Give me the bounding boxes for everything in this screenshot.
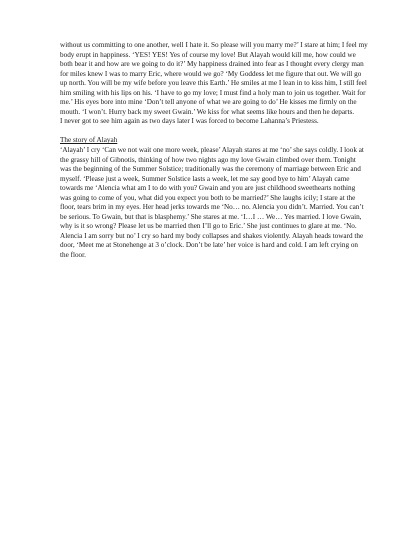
body-text [60, 41, 368, 261]
paragraph: I never got to see him again as two days later I was forced to become Lahanna’s Priestess. [60, 117, 319, 126]
paragraph: without us committing to one another, well I hate it. So please will you marry me?’ I stare at him; I feel my body erupt in happiness. ‘YES! YES! Yes of course my love! But Alayah would kill me, how could we both bear it and how are we going to do it?’ My happiness drained into fear as I thought every clergy man for miles knew I was to marry Eric, where would we go? ‘My Goddess let me figure that out. We will go up north. You will be my wife before you leave this Earth.’ He smiles at me I lean in to kiss him, I still feel him smiling with his lips on his. ‘I have to go my love; I must find a holy man to join us together. Wait for me.’ His eyes bore into mine ‘Don’t tell anyone of what we are going to do’ He kisses me firmly on the mouth. ‘I won’t. Hurry back my sweet Gwain.’ We kiss for what seems like hours and then he departs. [60, 41, 368, 116]
section-heading: The story of Alayah [60, 136, 118, 145]
paragraph: ‘Alayah’ I cry ‘Can we not wait one more week, please’ Alayah stares at me ‘no’ she says coldly. I look at the grassy hill of Gibnotis, thinking of how two nights ago my love Gwain climbed over them. Tonight was the beginning of the Summer Solstice; traditionally was the ceremony of marriage between Eric and myself. ‘Please just a week, Summer Solstice lasts a week, let me say good bye to him’ Alayah came towards me ‘Alencia what am I to do with you? Gwain and you are just childhood sweethearts nothing was going to come of you, what did you expect you both to be married?’ She laughs icily; I stare at the floor, tears brim in my eyes. Her head jerks towards me ‘No… no. Alencia you didn’t. Married. You can’t be serious. To Gwain, but that is blasphemy.’ She stares at me. ‘I…I … We… Yes married. I love Gwain, why is it so wrong? Please let us be married then I’ll go to Eric.’ She just continues to glare at me. ‘No. Alencia I am sorry but no’ I cry so hard my body collapses and shakes violently. Alayah heads toward the door, ‘Meet me at Stonehenge at 3 o’clock. Don’t be late’ her voice is hard and cold. I am left crying on the floor. [60, 145, 364, 259]
